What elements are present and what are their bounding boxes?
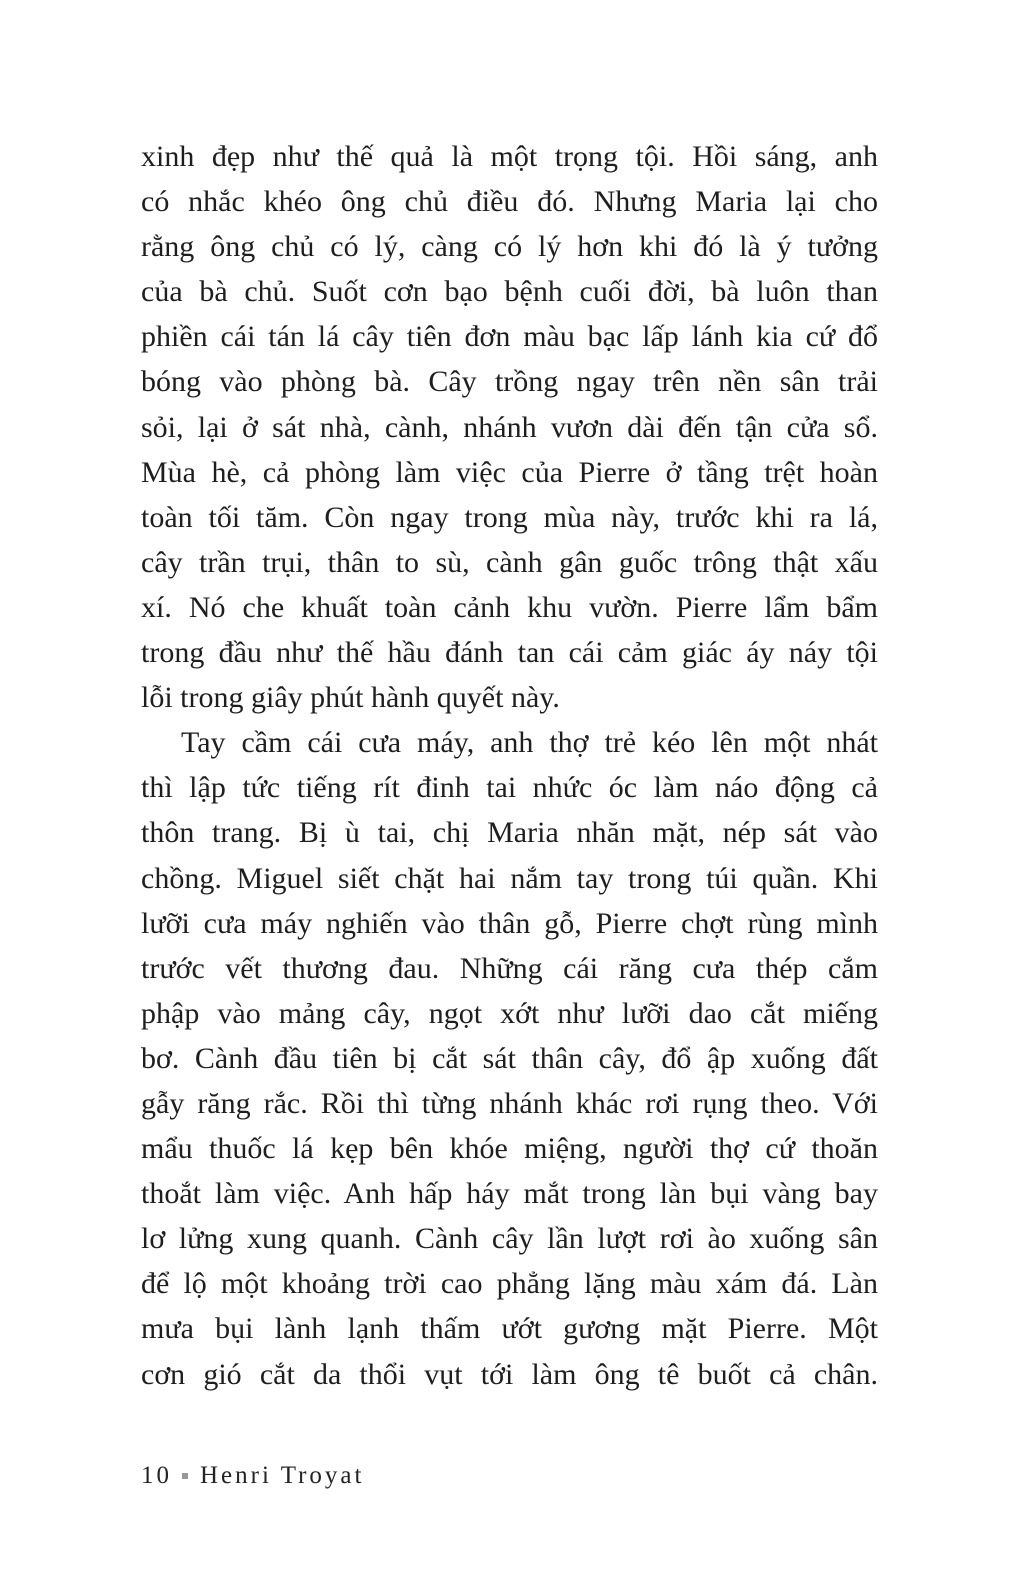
- text-line: chồng. Miguel siết chặt hai nắm tay trong túi quần. Khi: [141, 861, 878, 895]
- paragraph: [141, 720, 878, 1396]
- text-line: sỏi, lại ở sát nhà, cành, nhánh vươn dài đến tận cửa sổ.: [141, 410, 878, 444]
- text-line: thôn trang. Bị ù tai, chị Maria nhăn mặt, nép sát vào: [141, 816, 878, 850]
- paragraph: [141, 134, 878, 720]
- text-line: để lộ một khoảng trời cao phẳng lặng màu xám đá. Làn: [141, 1267, 878, 1301]
- text-line: lơ lửng xung quanh. Cành cây lần lượt rơi ào xuống sân: [141, 1222, 878, 1256]
- text-line: Mùa hè, cả phòng làm việc của Pierre ở tầng trệt hoàn: [141, 455, 878, 489]
- text-line: toàn tối tăm. Còn ngay trong mùa này, trước khi ra lá,: [141, 500, 878, 534]
- text-line: lỗi trong giây phút hành quyết này.: [141, 681, 560, 715]
- text-line: bóng vào phòng bà. Cây trồng ngay trên nền sân trải: [141, 365, 878, 399]
- text-line: phập vào mảng cây, ngọt xớt như lưỡi dao cắt miếng: [141, 996, 878, 1030]
- page-number: 10: [141, 1462, 172, 1489]
- text-line: lưỡi cưa máy nghiến vào thân gỗ, Pierre chợt rùng mình: [141, 906, 878, 940]
- separator-square-icon: [182, 1473, 188, 1479]
- page-footer: [141, 1462, 364, 1490]
- text-line: xinh đẹp như thế quả là một trọng tội. Hồi sáng, anh: [141, 140, 878, 173]
- text-line: bơ. Cành đầu tiên bị cắt sát thân cây, đổ ập xuống đất: [141, 1041, 878, 1075]
- text-line: phiền cái tán lá cây tiên đơn màu bạc lấp lánh kia cứ đổ: [141, 320, 878, 354]
- author-name: Henri Troyat: [200, 1462, 365, 1489]
- text-line: cây trần trụi, thân to sù, cành gân guốc trông thật xấu: [141, 545, 878, 579]
- text-line: Tay cầm cái cưa máy, anh thợ trẻ kéo lên một nhát: [181, 726, 878, 760]
- text-line: xí. Nó che khuất toàn cảnh khu vườn. Pierre lẩm bẩm: [141, 590, 878, 624]
- text-line: trong đầu như thế hầu đánh tan cái cảm giác áy náy tội: [141, 636, 878, 670]
- text-line: rằng ông chủ có lý, càng có lý hơn khi đó là ý tưởng: [141, 230, 878, 264]
- text-line: của bà chủ. Suốt cơn bạo bệnh cuối đời, bà luôn than: [141, 275, 878, 309]
- text-line: cơn gió cắt da thổi vụt tới làm ông tê buốt cả chân.: [141, 1357, 878, 1391]
- text-line: thoắt làm việc. Anh hấp háy mắt trong làn bụi vàng bay: [141, 1177, 878, 1211]
- text-line: trước vết thương đau. Những cái răng cưa thép cắm: [141, 951, 878, 985]
- text-line: mưa bụi lành lạnh thấm ướt gương mặt Pierre. Một: [141, 1312, 878, 1346]
- text-line: gẫy răng rắc. Rồi thì từng nhánh khác rơi rụng theo. Với: [141, 1086, 878, 1120]
- text-line: mẩu thuốc lá kẹp bên khóe miệng, người thợ cứ thoăn: [141, 1132, 878, 1166]
- text-line: thì lập tức tiếng rít đinh tai nhức óc làm náo động cả: [141, 771, 878, 805]
- text-line: có nhắc khéo ông chủ điều đó. Nhưng Maria lại cho: [141, 185, 878, 219]
- body-text: [141, 134, 878, 1397]
